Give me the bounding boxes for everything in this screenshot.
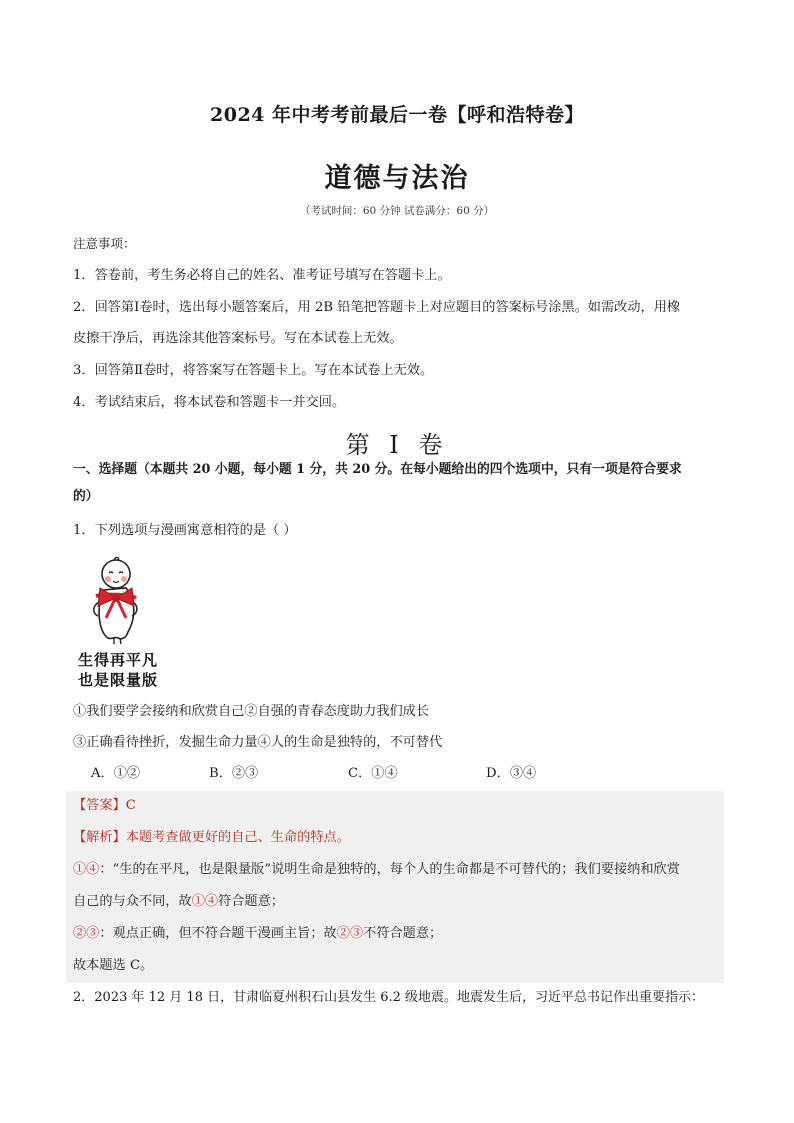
question-2-stem: 2．2023 年 12 月 18 日，甘肃临夏州积石山县发生 6.2 级地震。地震发生后，习近平总书记作出重要指示：: [73, 990, 705, 1005]
option-b: B．②③: [209, 766, 259, 781]
subject-title: 道德与法治: [324, 163, 470, 194]
cartoon-caption-line-2: 也是限量版: [78, 671, 159, 689]
explanation-1-line-2: [73, 892, 723, 912]
question-1-stem: 1．下列选项与漫画寓意相符的是（ ）: [73, 523, 297, 538]
option-c: C．①④: [348, 766, 398, 781]
conclusion: 故本题选 C。: [73, 958, 154, 973]
notice-item-4: 4．考试结束后，将本试卷和答题卡一并交回。: [73, 395, 346, 410]
answer-label: 【答案】: [73, 798, 126, 813]
exam-title: 2024 年中考考前最后一卷【呼和浩特卷】: [210, 104, 584, 126]
section-instruction-line-1: 一、选择题（本题共 20 小题，每小题 1 分，共 20 分。在每小题给出的四个选项中，只有一项是符合要求: [73, 462, 682, 477]
section-title: 第 I 卷: [345, 431, 449, 459]
answer-line: [73, 796, 723, 816]
explanation-1-line-2-post: 符合题意；: [218, 894, 284, 909]
cartoon-caption-line-1: 生得再平凡: [78, 651, 159, 669]
explanation-1-text: ：“生的在平凡，也是限量版”说明生命是独特的，每个人的生命都是不可替代的；我们要接纳和欣赏: [99, 862, 680, 877]
question-1-cartoon: [74, 552, 184, 694]
explanation-2-post: 不符合题意；: [363, 926, 443, 941]
exam-info: （考试时间：60 分钟 试卷满分：60 分）: [299, 205, 495, 217]
option-d: D．③④: [486, 766, 537, 781]
notice-item-2-line-2: 皮擦干净后，再选涂其他答案标号。写在本试卷上无效。: [73, 331, 403, 346]
answer-analysis-box: [66, 791, 724, 983]
explanation-2-marks: ②③: [73, 926, 100, 941]
notice-item-3: 3．回答第Ⅱ卷时，将答案写在答题卡上。写在本试卷上无效。: [73, 363, 434, 378]
question-1-statement-line-2: ③正确看待挫折，发掘生命力量④人的生命是独特的，不可替代: [73, 735, 443, 750]
question-1-statement-line-1: ①我们要学会接纳和欣赏自己②自强的青春态度助力我们成长: [73, 704, 430, 719]
analysis-text: 本题考查做更好的自己、生命的特点。: [125, 830, 350, 845]
notice-item-1: 1．答卷前，考生务必将自己的姓名、准考证号填写在答题卡上。: [73, 268, 451, 283]
notice-item-2-line-1: 2．回答第Ⅰ卷时，选出每小题答案后，用 2B 铅笔把答题卡上对应题目的答案标号涂黑。如需改动，用橡: [73, 300, 681, 315]
section-instruction-line-2: 的）: [73, 489, 99, 504]
analysis-label: 【解析】: [73, 830, 126, 845]
explanation-1-marks: ①④: [73, 862, 100, 877]
analysis-line: [73, 828, 723, 848]
explanation-1-line-2-pre: 自己的与众不同，故: [73, 894, 192, 909]
explanation-1-line-2-marks: ①④: [191, 894, 219, 909]
explanation-1-line-1: [73, 860, 723, 880]
question-1-options: [91, 764, 691, 784]
explanation-2-marks-2: ②③: [336, 926, 364, 941]
explanation-2-mid: ：观点正确，但不符合题干漫画主旨；故: [99, 926, 337, 941]
answer-value: C: [125, 798, 136, 813]
notice-heading: 注意事项：: [73, 236, 136, 251]
explanation-2-line: [73, 924, 723, 944]
option-a: A．①②: [91, 766, 141, 781]
